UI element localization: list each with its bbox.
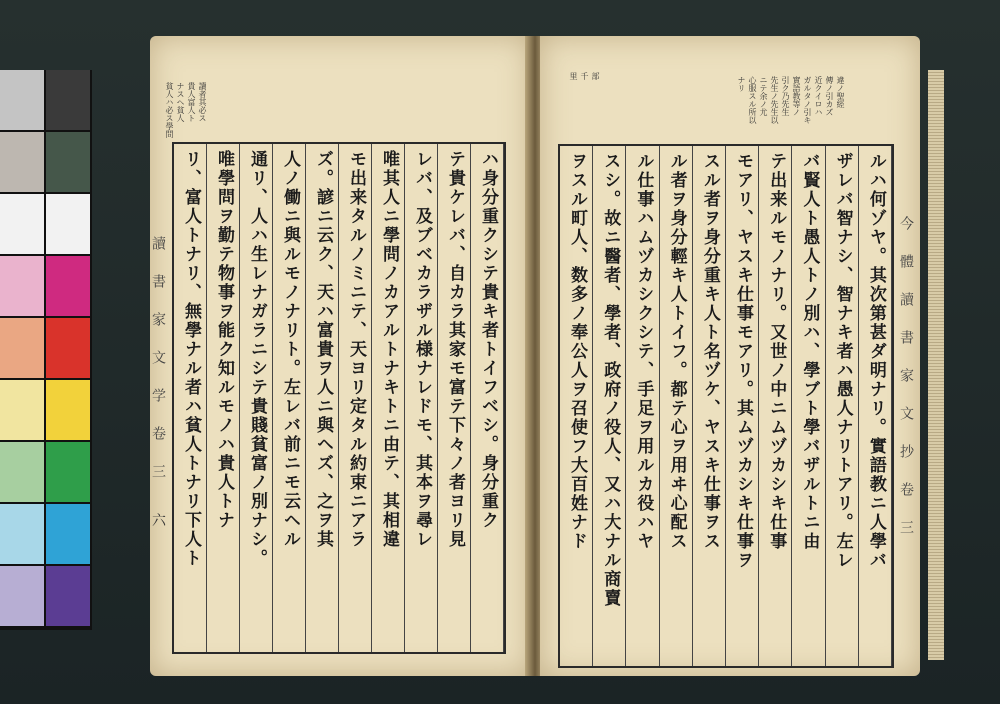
- text-column: [791, 146, 825, 666]
- header-note-line: 違ノ聖經: [836, 76, 845, 108]
- color-swatch: [46, 132, 90, 192]
- header-note-line: 貴人富人ト: [187, 82, 196, 122]
- right-title-strip: 今 體 讀 書 家 文 抄 卷 三: [898, 216, 914, 538]
- column-text: ハ身分重クシテ貴キ者トイフベシ。身分重ク: [478, 150, 498, 530]
- column-text: テ出来ルモノナリ。又世ノ中ニムヅカシキ仕事: [766, 152, 787, 551]
- column-text: ザレバ智ナシ、智ナキ者ハ愚人ナリトアリ。左レ: [832, 152, 853, 570]
- text-column: [559, 146, 593, 666]
- header-note-line: 先生ノ先生以: [770, 76, 779, 124]
- color-swatch: [46, 504, 90, 564]
- column-text: 人ノ働ニ與ルモノナリト。左レバ前ニモ云ヘル: [280, 150, 300, 549]
- color-swatch: [0, 194, 44, 254]
- text-column: [470, 144, 504, 652]
- header-note-line: ガルタノ引キ: [803, 76, 812, 124]
- column-text: スル者ヲ身分重キ人ト名ヅケ、ヤスキ仕事ヲス: [699, 152, 720, 551]
- text-column: [173, 144, 207, 652]
- text-column: [338, 144, 372, 652]
- header-note-line: 貧人ハ必ス學問: [165, 82, 174, 138]
- page-edges: [928, 70, 944, 660]
- header-note-line: ナスヘ貧人: [176, 82, 185, 122]
- column-text: ル仕事ハムヅカシクシテ、手足ヲ用ルカ役ハヤ: [633, 152, 654, 551]
- header-note-line: 心服スル所以: [748, 76, 757, 124]
- column-text: 唯學問ヲ勤テ物事ヲ能ク知ルモノハ貴人トナ: [214, 150, 234, 530]
- left-page: [150, 36, 530, 676]
- column-text: スシ。故ニ醫者、學者、政府ノ役人、又ハ大ナル商賣: [600, 152, 621, 608]
- header-note-line: 引ク乃先生: [781, 76, 790, 116]
- right-page: [540, 36, 920, 676]
- column-text: ズ。諺ニ云ク、天ハ富貴ヲ人ニ與ヘズ、之ヲ其: [313, 150, 333, 549]
- header-note-line: ニテ余ノ尤: [759, 76, 768, 116]
- header-note-line: ナリ: [737, 76, 746, 92]
- right-text-frame: [558, 144, 894, 668]
- column-text: バ賢人ト愚人トノ別ハ、學ブト學バザルトニ由: [799, 152, 820, 551]
- color-swatch: [46, 256, 90, 316]
- text-column: [825, 146, 859, 666]
- color-swatch: [46, 442, 90, 502]
- header-note-line: 千: [580, 72, 589, 80]
- column-text: ル者ヲ身分輕キ人トイフ。都テ心ヲ用ヰ心配ス: [666, 152, 687, 551]
- text-column: [725, 146, 759, 666]
- column-text: ルハ何ゾヤ。其次第甚ダ明ナリ。實語教ニ人學バ: [865, 152, 886, 570]
- header-note-line: 讀者其必ス: [198, 82, 207, 122]
- text-column: [239, 144, 273, 652]
- text-column: [625, 146, 659, 666]
- header-note-line: 傳ノ引カズ: [825, 76, 834, 116]
- right-header-note-left: [568, 72, 601, 112]
- color-swatch: [0, 132, 44, 192]
- column-text: 通リ、人ハ生レナガラニシテ貴賤貧富ノ別ナシ。: [247, 150, 267, 568]
- open-book: [150, 30, 930, 680]
- color-swatch: [46, 318, 90, 378]
- left-text-frame: [172, 142, 506, 654]
- text-column: [371, 144, 405, 652]
- right-header-note-right: [736, 76, 846, 146]
- color-swatch: [0, 566, 44, 626]
- text-column: [437, 144, 471, 652]
- color-swatch: [46, 380, 90, 440]
- column-text: ヲスル町人、数多ノ奉公人ヲ召使フ大百姓ナド: [567, 152, 588, 551]
- left-title-strip: 讀 書 家 文 学 卷 三: [150, 236, 166, 482]
- column-text: テ貴ケレバ、自カラ其家モ富テ下々ノ者ヨリ見: [445, 150, 465, 549]
- color-swatch: [0, 318, 44, 378]
- color-swatch: [46, 194, 90, 254]
- header-note-line: 近クイロハ: [814, 76, 823, 116]
- text-column: [592, 146, 626, 666]
- column-text: 唯其人ニ學問ノカアルトナキトニ由テ、其相違: [379, 150, 399, 549]
- column-text: モアリ、ヤスキ仕事モアリ。其ムヅカシキ仕事ヲ: [733, 152, 754, 570]
- color-swatch: [46, 70, 90, 130]
- text-column: [272, 144, 306, 652]
- left-header-note: [164, 82, 208, 142]
- color-swatch: [0, 504, 44, 564]
- page-number: 六: [152, 513, 166, 529]
- column-text: リ、富人トナリ、無學ナル者ハ貧人トナリ下人ト: [181, 150, 201, 568]
- text-column: [858, 146, 892, 666]
- text-column: [206, 144, 240, 652]
- header-note-line: 實語教等ノ: [792, 76, 801, 116]
- column-text: モ出来タルノミニテ、天ヨリ定タル約束ニアラ: [346, 150, 366, 549]
- color-swatch: [0, 256, 44, 316]
- text-column: [404, 144, 438, 652]
- text-column: [758, 146, 792, 666]
- color-calibration-chart: [0, 70, 92, 630]
- color-swatch: [0, 442, 44, 502]
- column-text: レバ、及ブベカラザル様ナレドモ、其本ヲ尋レ: [412, 150, 432, 549]
- text-column: [305, 144, 339, 652]
- text-column: [692, 146, 726, 666]
- color-swatch: [46, 566, 90, 626]
- header-note-line: 里: [569, 72, 578, 80]
- text-column: [659, 146, 693, 666]
- header-note-line: 部: [591, 72, 600, 80]
- color-swatch: [0, 70, 44, 130]
- color-swatch: [0, 380, 44, 440]
